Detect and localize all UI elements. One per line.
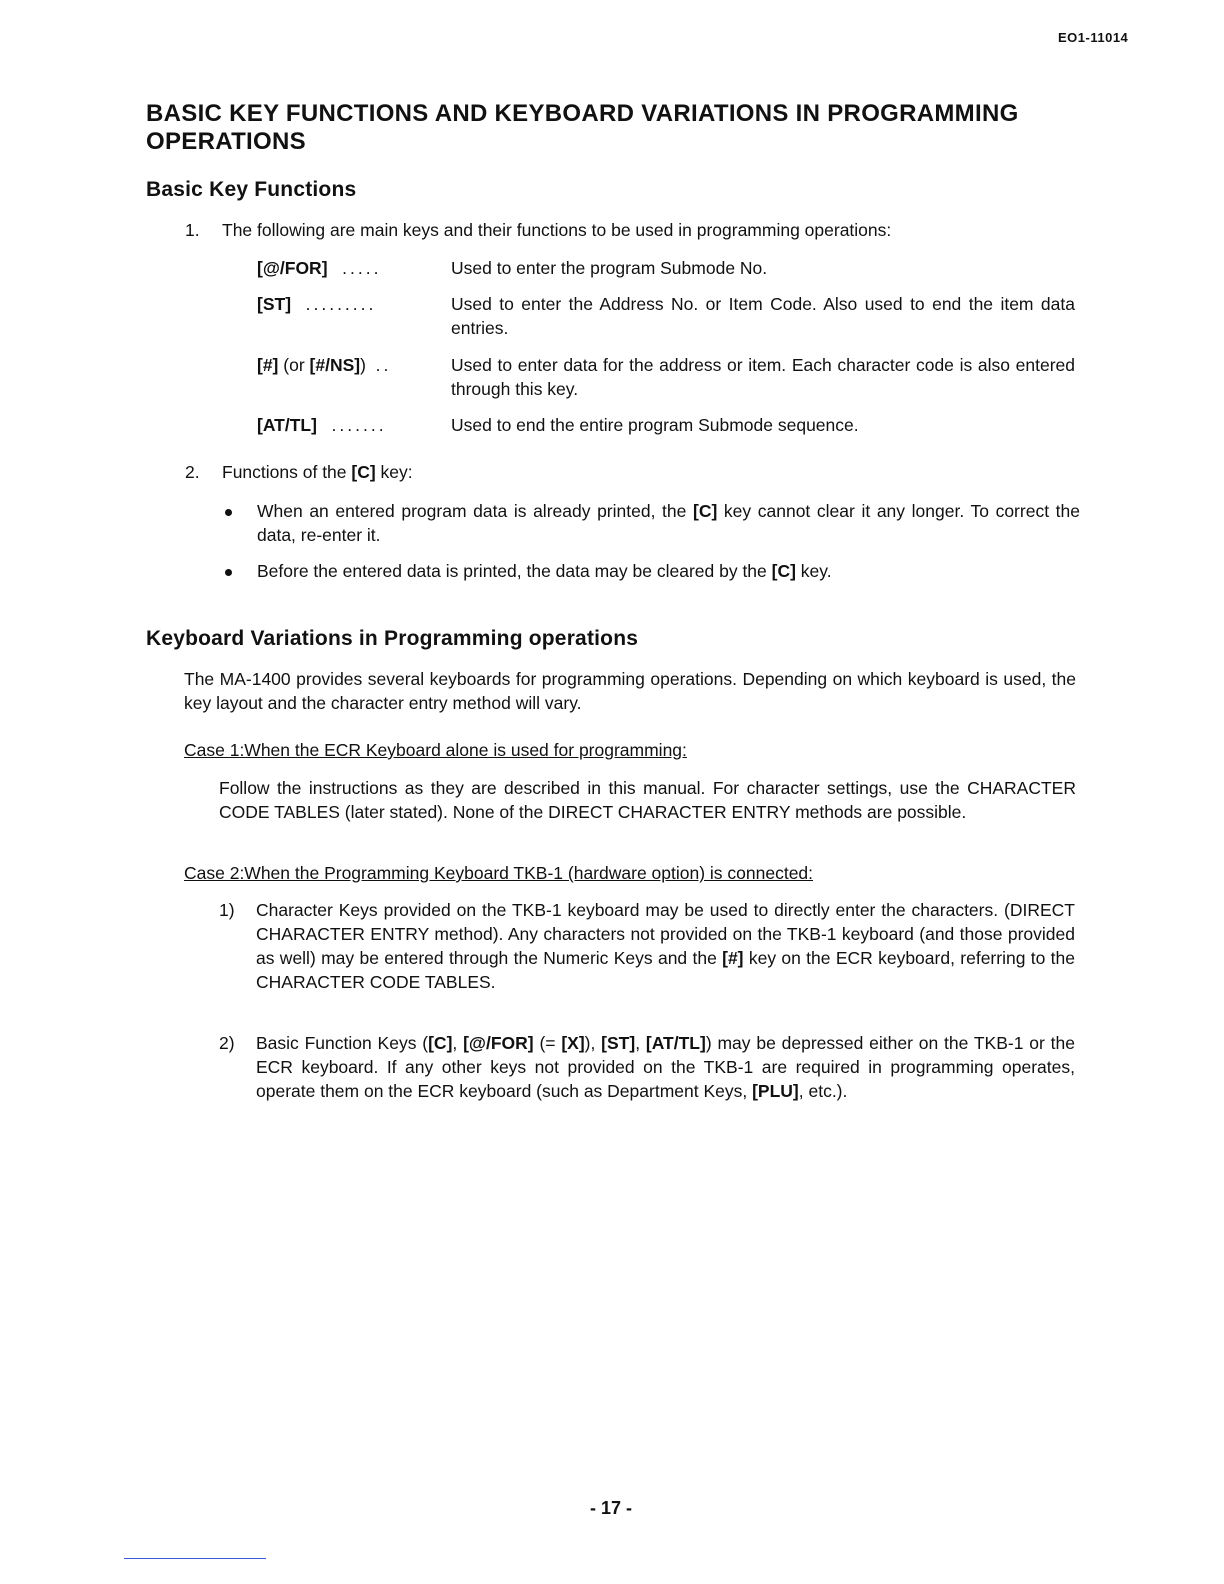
case-2-item-1 xyxy=(219,898,1075,994)
section-2-intro: The MA-1400 provides several keyboards for programming operations. Depending on which keyboard is used, the key layout and the character entry method will vary. xyxy=(184,669,1076,713)
text: key cannot clear it any longer. To correct the data, re-enter it. xyxy=(257,501,1080,545)
text: Before the entered data is printed, the data may be cleared by the xyxy=(257,561,772,581)
bullet-item xyxy=(220,499,1080,547)
text: Basic Function Keys ( xyxy=(256,1033,429,1053)
text: , xyxy=(452,1033,464,1053)
text: When an entered program data is already printed, the xyxy=(257,501,693,521)
key-description: Used to enter data for the address or item. Each character code is also entered through this key. xyxy=(451,355,1075,399)
text: key: xyxy=(375,462,413,482)
key-for: [@/FOR] xyxy=(463,1033,534,1053)
item-number: 1) xyxy=(219,900,235,920)
text: (= xyxy=(533,1033,562,1053)
page-title: BASIC KEY FUNCTIONS AND KEYBOARD VARIATIONS IN PROGRAMMING OPERATIONS xyxy=(146,100,1019,155)
bullet-icon xyxy=(225,569,232,576)
key-c: [C] xyxy=(351,462,376,482)
text: Functions of the xyxy=(222,462,352,482)
page-number: - 17 - xyxy=(590,1498,633,1518)
leader-dots: ......... xyxy=(305,294,377,314)
key-label: [#] xyxy=(257,355,279,375)
leader-dots: .. xyxy=(375,355,392,375)
key-c: [C] xyxy=(428,1033,453,1053)
text: key. xyxy=(795,561,832,581)
bullet-icon xyxy=(225,509,232,516)
item-1-text: The following are main keys and their functions to be used in programming operations: xyxy=(222,220,892,240)
key-attl: [AT/TL] xyxy=(645,1033,706,1053)
section-heading-basic-key-functions: Basic Key Functions xyxy=(146,178,357,201)
document-id: EO1-11014 xyxy=(1058,30,1129,45)
case-2-title: Case 2:When the Programming Keyboard TKB-1 (hardware option) is connected: xyxy=(184,863,814,883)
key-description: Used to end the entire program Submode sequence. xyxy=(451,415,859,435)
key-hash: [#] xyxy=(722,948,744,968)
key-label: [AT/TL] xyxy=(257,415,317,435)
text: key on the ECR keyboard, referring to the CHARACTER CODE TABLES. xyxy=(256,948,1075,992)
key-st: [ST] xyxy=(601,1033,636,1053)
footer-rule xyxy=(124,1558,266,1559)
key-label-mid: (or xyxy=(278,355,310,375)
text: ) may be depressed either on the TKB-1 or the ECR keyboard. If any other keys not provided on the TKB-1 are required in programming operates, operate them on the ECR keyboard (such as Department Keys, xyxy=(256,1033,1075,1101)
leader-dots: ..... xyxy=(342,258,382,278)
text: , xyxy=(635,1033,646,1053)
item-1-number: 1. xyxy=(185,220,200,240)
section-heading-keyboard-variations: Keyboard Variations in Programming operations xyxy=(146,627,639,650)
item-2-number: 2. xyxy=(185,462,200,482)
key-label: [ST] xyxy=(257,294,292,314)
leader-dots: ....... xyxy=(331,415,387,435)
case-2-item-2 xyxy=(219,1031,1075,1103)
case-1-text: Follow the instructions as they are described in this manual. For character settings, use the CHARACTER CODE TABLES (later stated). None of the DIRECT CHARACTER ENTRY methods are possible. xyxy=(219,778,1076,822)
key-label-alt: [#/NS] xyxy=(309,355,361,375)
key-c: [C] xyxy=(693,501,718,521)
text: , etc.). xyxy=(798,1081,848,1101)
key-description: Used to enter the Address No. or Item Code. Also used to end the item data entries. xyxy=(451,294,1075,338)
item-2-text xyxy=(222,460,1082,484)
key-description: Used to enter the program Submode No. xyxy=(451,258,768,278)
bullet-item xyxy=(220,559,1080,583)
key-label: [@/FOR] xyxy=(257,258,328,278)
key-c: [C] xyxy=(771,561,796,581)
text: Character Keys provided on the TKB-1 keyboard may be used to directly enter the characters. (DIRECT CHARACTER ENTRY method). Any characters not provided on the TKB-1 keyboard (and those provided as well) may be entered through the Numeric Keys and the xyxy=(256,900,1075,968)
key-plu: [PLU] xyxy=(752,1081,799,1101)
key-label-end: ) xyxy=(360,355,366,375)
case-1-title: Case 1:When the ECR Keyboard alone is used for programming: xyxy=(184,740,687,760)
text: ), xyxy=(584,1033,602,1053)
item-number: 2) xyxy=(219,1033,235,1053)
key-x: [X] xyxy=(561,1033,585,1053)
